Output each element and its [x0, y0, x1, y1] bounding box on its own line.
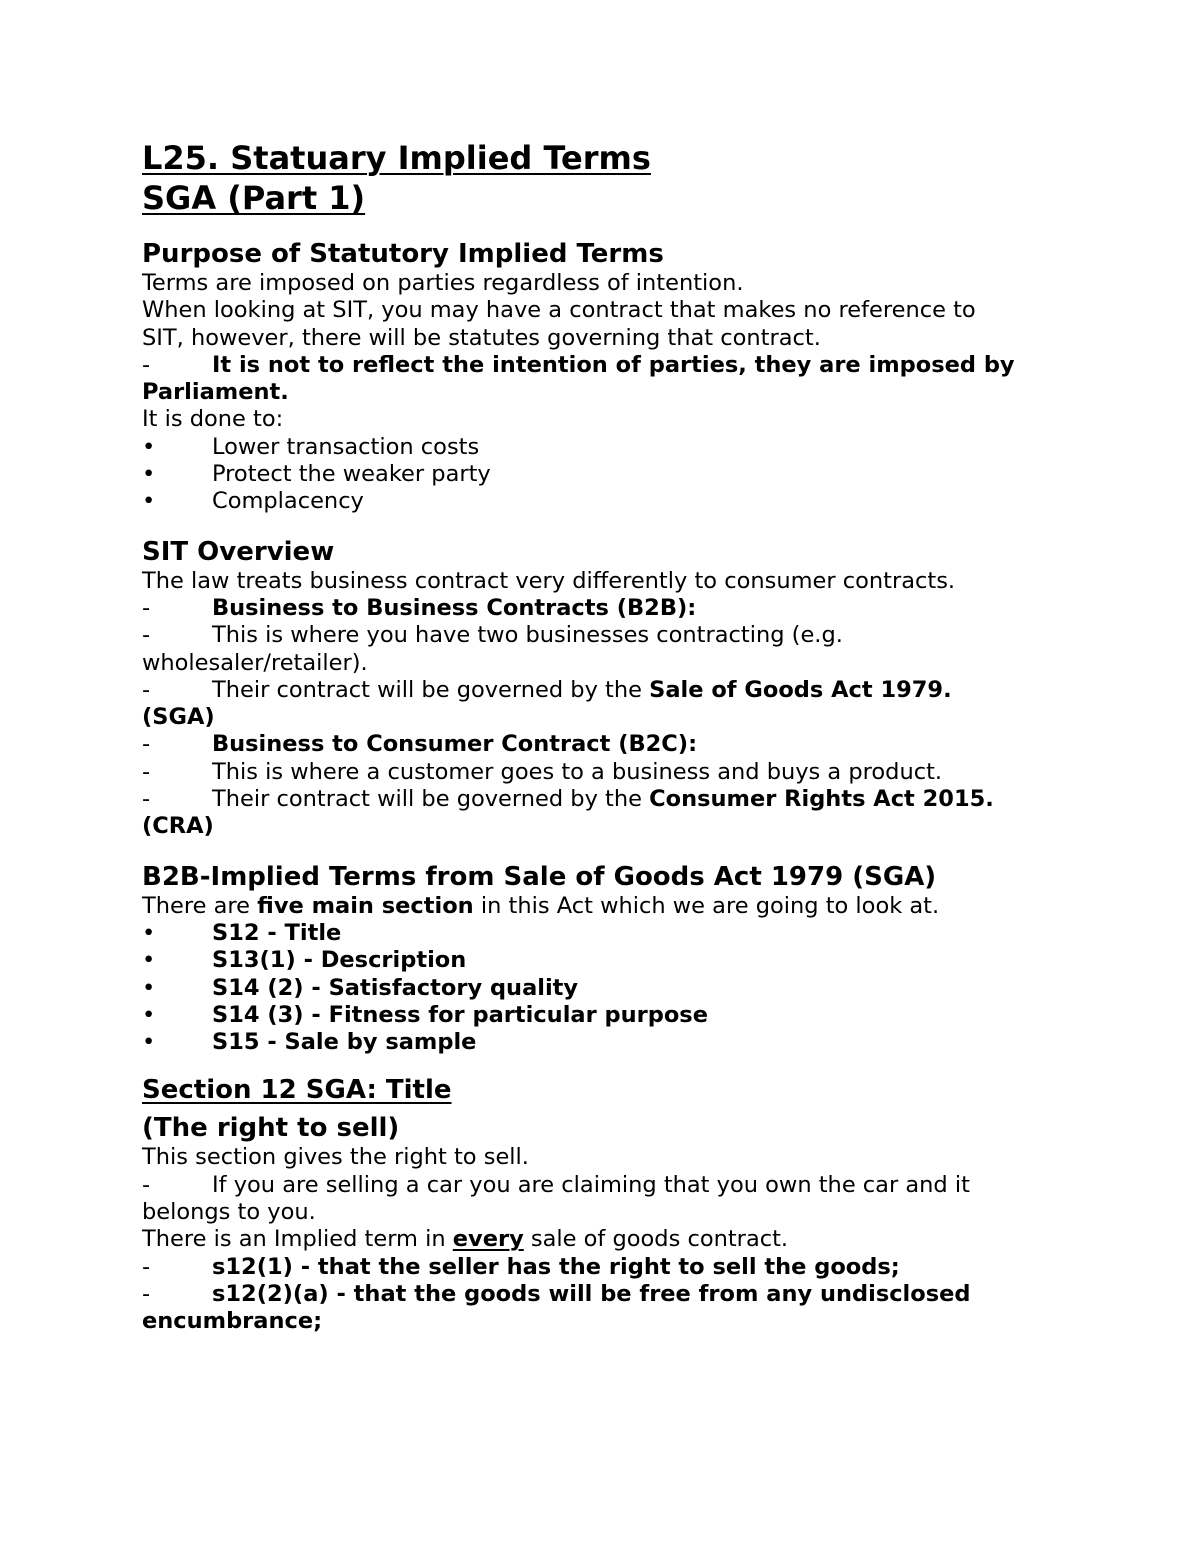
dash-marker: -: [142, 758, 151, 785]
title-line-1: L25. Statuary Implied Terms: [142, 139, 651, 177]
intro-tail: in this Act which we are going to look at.: [473, 892, 940, 919]
bullet-marker: •: [142, 433, 156, 460]
bullet-text: S15 - Sale by sample: [212, 1029, 477, 1056]
bullet-item: [142, 1002, 1072, 1029]
dash-item-lead: Their contract will be governed by the: [212, 786, 650, 813]
document-body: [142, 138, 1072, 1336]
bullet-marker: •: [142, 461, 156, 488]
dash-item-continuation: encumbrance;: [142, 1308, 323, 1335]
bullet-marker: •: [142, 947, 156, 974]
overview-heading: SIT Overview: [142, 536, 335, 567]
dash-item: [142, 1281, 1072, 1308]
act-name-sga: Sale of Goods Act 1979.: [649, 676, 952, 703]
act-abbrev-sga: (SGA): [142, 704, 215, 731]
b2c-heading: Business to Consumer Contract (B2C):: [212, 731, 698, 758]
paragraph: Terms are imposed on parties regardless of intention.: [142, 270, 744, 296]
bullet-text: Lower transaction costs: [212, 433, 480, 460]
dash-item: [142, 731, 1072, 758]
bullet-text: Protect the weaker party: [212, 461, 491, 488]
bullet-text: S12 - Title: [212, 919, 342, 946]
intro-emphasis: five main section: [257, 892, 474, 919]
section-12-title: Section 12 SGA: Title: [142, 1075, 452, 1106]
dash-marker: -: [142, 676, 151, 703]
bullet-item: [142, 434, 1072, 461]
dash-item-text: If you are selling a car you are claiming that you own the car and it: [212, 1171, 970, 1198]
bullet-marker: •: [142, 1001, 156, 1028]
dash-marker: -: [142, 1280, 151, 1307]
dash-item-text: [212, 786, 994, 813]
bullet-marker: •: [142, 488, 156, 515]
dash-marker: -: [142, 622, 151, 649]
bullet-marker: •: [142, 1029, 156, 1056]
bullet-item: [142, 947, 1072, 974]
paragraph: The law treats business contract very differently to consumer contracts.: [142, 567, 956, 594]
bullet-item: [142, 920, 1072, 947]
bullet-marker: •: [142, 919, 156, 946]
dash-item-text: It is not to reflect the intention of parties, they are imposed by: [212, 351, 1015, 378]
dash-marker: -: [142, 1171, 151, 1198]
dash-item: [142, 759, 1072, 786]
dash-marker: -: [142, 786, 151, 813]
bullet-item: [142, 975, 1072, 1002]
dash-marker: -: [142, 351, 151, 378]
paragraph-tail: sale of goods contract.: [523, 1226, 789, 1253]
dash-item: [142, 1172, 1072, 1199]
bullet-text: S14 (3) - Fitness for particular purpose: [212, 1001, 708, 1028]
title-line-2: SGA (Part 1): [142, 179, 366, 217]
act-abbrev-cra: (CRA): [142, 813, 214, 840]
paragraph: SIT, however, there will be statutes governing that contract.: [142, 324, 821, 351]
dash-item: [142, 622, 1072, 649]
dash-marker: -: [142, 731, 151, 758]
dash-item: [142, 1254, 1072, 1281]
dash-marker: -: [142, 1253, 151, 1280]
paragraph: When looking at SIT, you may have a contract that makes no reference to: [142, 297, 976, 324]
paragraph: This section gives the right to sell.: [142, 1144, 529, 1171]
document-title: [142, 138, 1072, 218]
dash-item-text: This is where you have two businesses contracting (e.g.: [212, 622, 843, 649]
b2b-heading: Business to Business Contracts (B2B):: [212, 594, 697, 621]
paragraph: It is done to:: [142, 406, 284, 433]
paragraph: [142, 893, 1072, 920]
act-name-cra: Consumer Rights Act 2015.: [649, 786, 994, 813]
dash-item: [142, 352, 1072, 379]
dash-item-continuation: wholesaler/retailer).: [142, 649, 368, 676]
bullet-item: [142, 488, 1072, 515]
bullet-text: S14 (2) - Satisfactory quality: [212, 974, 579, 1001]
dash-item: [142, 677, 1072, 704]
dash-item-text: [212, 677, 952, 704]
bullet-text: S13(1) - Description: [212, 947, 467, 974]
implied-term-s12-2a: s12(2)(a) - that the goods will be free from any undisclosed: [212, 1280, 971, 1307]
dash-item-continuation: Parliament.: [142, 379, 289, 406]
paragraph: [142, 1226, 1072, 1253]
implied-term-s12-1: s12(1) - that the seller has the right to sell the goods;: [212, 1253, 900, 1280]
b2b-terms-heading: B2B-Implied Terms from Sale of Goods Act 1979 (SGA): [142, 861, 937, 892]
dash-item: [142, 595, 1072, 622]
paragraph-lead: There is an Implied term in: [142, 1226, 453, 1253]
bullet-item: [142, 461, 1072, 488]
purpose-heading: Purpose of Statutory Implied Terms: [142, 239, 664, 269]
intro-lead: There are: [142, 892, 258, 919]
bullet-text: Complacency: [212, 488, 364, 515]
dash-item-continuation: belongs to you.: [142, 1199, 316, 1226]
dash-item: [142, 786, 1072, 813]
dash-marker: -: [142, 594, 151, 621]
section-12-heading: [142, 1074, 1072, 1106]
section-12-subheading: (The right to sell): [142, 1113, 400, 1144]
bullet-marker: •: [142, 974, 156, 1001]
emphasis-every: every: [452, 1226, 524, 1253]
dash-item-lead: Their contract will be governed by the: [212, 676, 650, 703]
dash-item-text: This is where a customer goes to a business and buys a product.: [212, 758, 943, 785]
bullet-item: [142, 1029, 1072, 1056]
